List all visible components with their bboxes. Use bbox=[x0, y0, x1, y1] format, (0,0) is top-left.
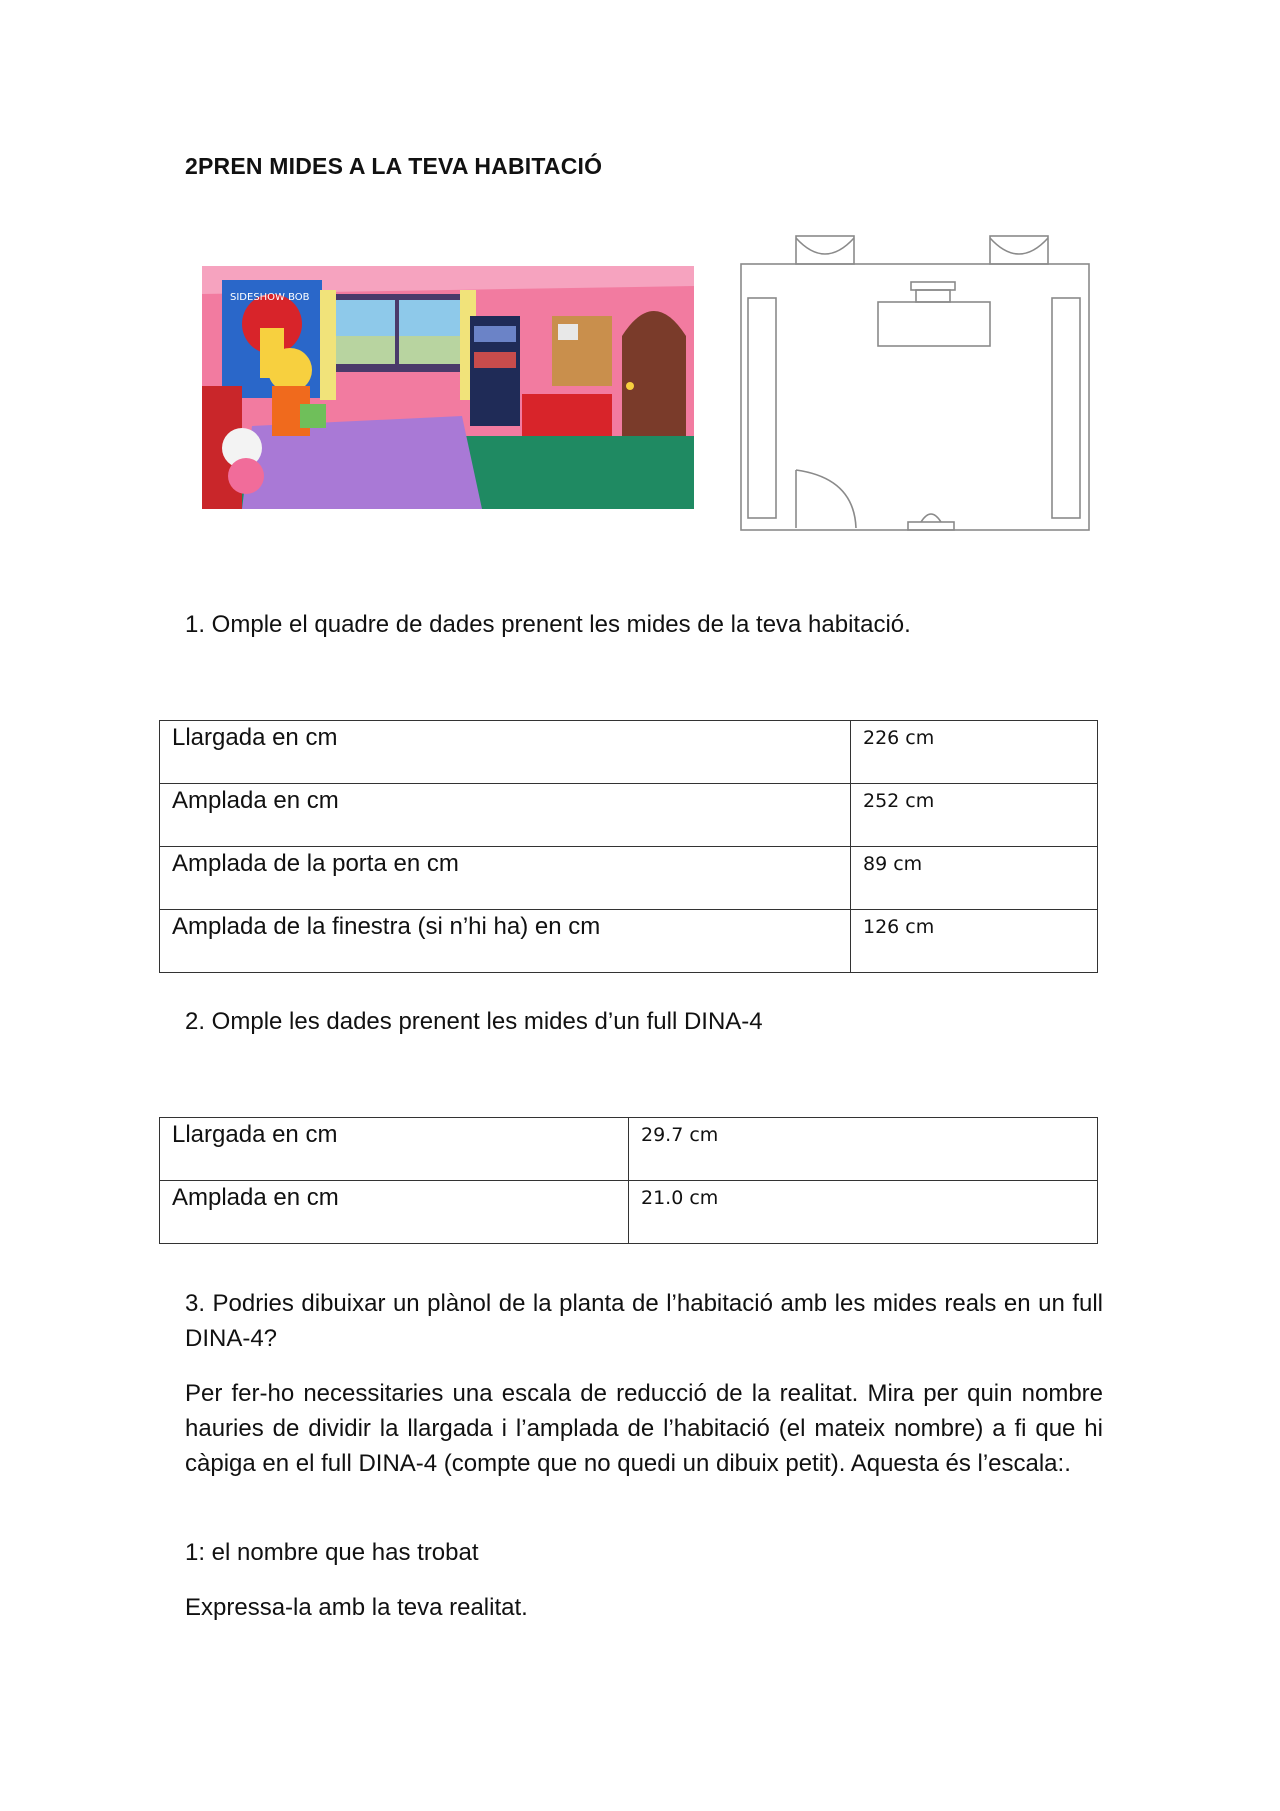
floor-plan-drawing bbox=[738, 230, 1094, 535]
final-line: Expressa-la amb la teva realitat. bbox=[185, 1594, 528, 1621]
question-2: 2. Omple les dades prenent les mides d’un full DINA-4 bbox=[185, 1008, 763, 1035]
bedroom-illustration bbox=[202, 266, 694, 509]
row-label: Amplada de la porta en cm bbox=[160, 847, 851, 910]
table-row bbox=[160, 1181, 1098, 1244]
row-value: 252 cm bbox=[851, 784, 1098, 847]
row-label: Llargada en cm bbox=[160, 1118, 629, 1181]
scale-line: 1: el nombre que has trobat bbox=[185, 1539, 479, 1566]
row-value: 226 cm bbox=[851, 721, 1098, 784]
row-value: 126 cm bbox=[851, 910, 1098, 973]
table-row bbox=[160, 847, 1098, 910]
row-value: 29.7 cm bbox=[629, 1118, 1098, 1181]
a4-measurements-table bbox=[159, 1117, 1098, 1244]
row-label: Amplada en cm bbox=[160, 1181, 629, 1244]
question-1: 1. Omple el quadre de dades prenent les mides de la teva habitació. bbox=[185, 611, 911, 638]
room-measurements-table bbox=[159, 720, 1098, 973]
row-label: Llargada en cm bbox=[160, 721, 851, 784]
row-value: 89 cm bbox=[851, 847, 1098, 910]
table-row bbox=[160, 910, 1098, 973]
row-label: Amplada de la finestra (si n’hi ha) en cm bbox=[160, 910, 851, 973]
row-value: 21.0 cm bbox=[629, 1181, 1098, 1244]
table-row bbox=[160, 784, 1098, 847]
row-label: Amplada en cm bbox=[160, 784, 851, 847]
question-3: 3. Podries dibuixar un plànol de la planta de l’habitació amb les mides reals en un full DINA-4? bbox=[185, 1290, 1103, 1352]
instruction-paragraph: Per fer-ho necessitaries una escala de reducció de la realitat. Mira per quin nombre hauries de dividir la llargada i l’amplada de l’habitació (el mateix nombre) a fi que hi càpiga en el full DINA-4 (compte que no quedi un dibuix petit). Aquesta és l’escala:. bbox=[185, 1380, 1103, 1477]
table-row bbox=[160, 1118, 1098, 1181]
table-row bbox=[160, 721, 1098, 784]
page-title: 2PREN MIDES A LA TEVA HABITACIÓ bbox=[185, 153, 603, 179]
poster-text: SIDESHOW BOB bbox=[230, 292, 310, 303]
